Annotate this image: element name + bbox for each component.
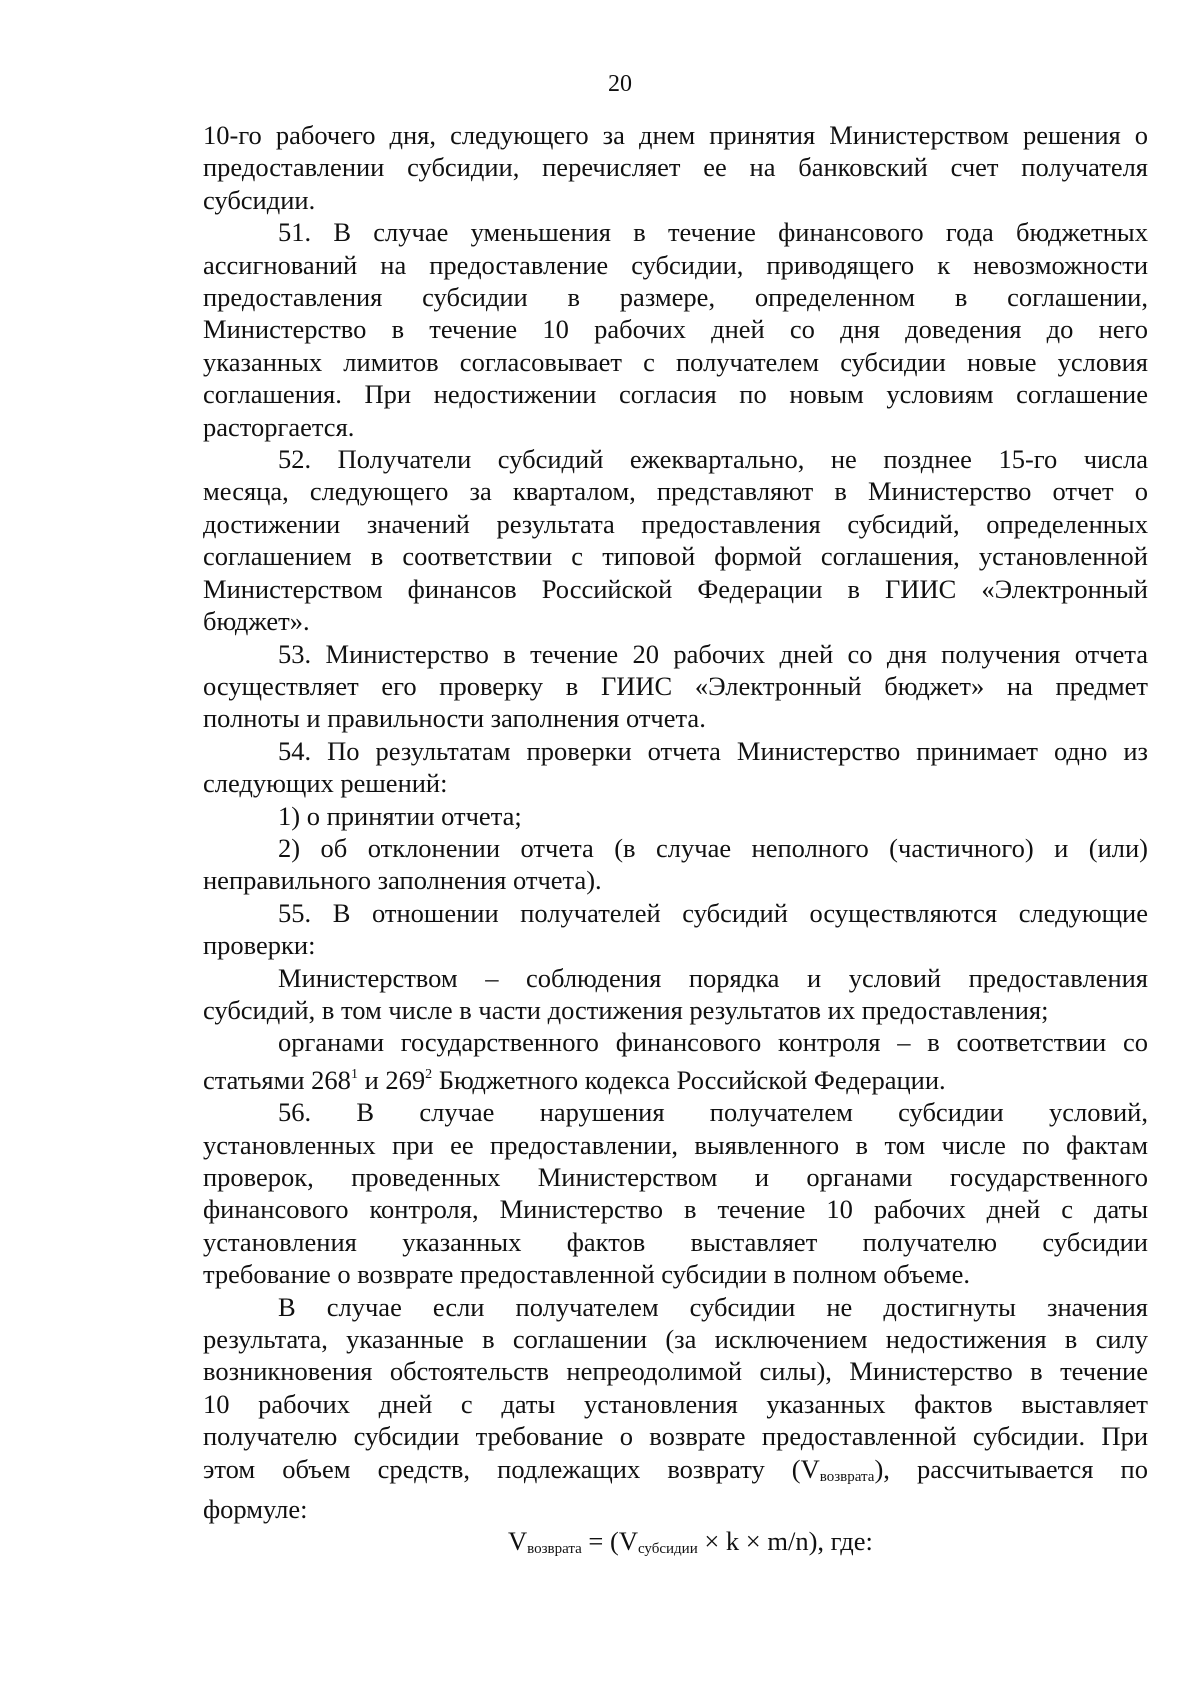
text-line: указанных лимитов согласовывает с получателем субсидии новые условия <box>203 346 1148 377</box>
text-line: достижении значений результата предоставления субсидий, определенных <box>203 508 1148 539</box>
text-line: 55. В отношении получателей субсидий осуществляются следующие <box>278 897 1148 928</box>
text-line: Министерством – соблюдения порядка и условий предоставления <box>278 962 1148 993</box>
text-line: 51. В случае уменьшения в течение финансового года бюджетных <box>278 217 1148 248</box>
text-line: 10-го рабочего дня, следующего за днем принятия Министерством решения о <box>203 120 1148 150</box>
text-line: возникновения обстоятельств непреодолимой силы), Министерство в течение <box>203 1356 1148 1387</box>
text-line: Министерство в течение 10 рабочих дней со дня доведения до него <box>203 314 1148 345</box>
list-item: 2) об отклонении отчета (в случае неполного (частичного) и (или) <box>278 832 1148 863</box>
text-fragment: статьями 268 <box>203 1064 351 1095</box>
text-line: соглашения. При недостижении согласия по новым условиям соглашение <box>203 379 1148 410</box>
text-line: 52. Получатели субсидий ежеквартально, не позднее 15-го числа <box>278 444 1148 475</box>
formula-part: × k × m/n), где: <box>697 1526 873 1557</box>
text-line: субсидии. <box>203 184 316 215</box>
list-item: 1) о принятии отчета; <box>278 800 522 831</box>
text-line <box>203 1059 1148 1096</box>
text-line: 54. По результатам проверки отчета Министерство принимает одно из <box>278 735 1148 766</box>
text-line: 56. В случае нарушения получателем субсидии условий, <box>278 1097 1148 1128</box>
document-body <box>203 119 1148 1566</box>
text-line: соглашением в соответствии с типовой формой соглашения, установленной <box>203 541 1148 572</box>
superscript: 2 <box>425 1066 433 1082</box>
text-fragment: и 269 <box>357 1064 426 1095</box>
formula-symbol: V <box>508 1526 528 1557</box>
text-line: неправильного заполнения отчета). <box>203 865 602 896</box>
subscript: субсидии <box>637 1541 698 1558</box>
text-line: ассигнований на предоставление субсидии, приводящего к невозможности <box>203 249 1148 280</box>
text-line <box>203 1453 1148 1493</box>
text-line: установленных при ее предоставлении, выявленного в том числе по фактам <box>203 1129 1148 1160</box>
text-line: органами государственного финансового контроля – в соответствии со <box>278 1027 1148 1058</box>
text-line: установления указанных фактов выставляет получателю субсидии <box>203 1226 1148 1257</box>
page-number: 20 <box>608 71 632 97</box>
text-line: 10 рабочих дней с даты установления указанных фактов выставляет <box>203 1388 1148 1419</box>
superscript: 1 <box>350 1066 358 1082</box>
text-line: проверки: <box>203 930 316 961</box>
text-line: В случае если получателем субсидии не достигнуты значения <box>278 1291 1148 1322</box>
text-line: осуществляет его проверку в ГИИС «Электронный бюджет» на предмет <box>203 670 1148 701</box>
text-fragment: этом объем средств, подлежащих возврату (V <box>203 1453 820 1484</box>
text-line: расторгается. <box>203 411 355 442</box>
text-line: 53. Министерство в течение 20 рабочих дней со дня получения отчета <box>278 638 1148 669</box>
text-line: полноты и правильности заполнения отчета. <box>203 703 706 734</box>
subscript: возврата <box>527 1541 582 1558</box>
text-line: месяца, следующего за кварталом, представляют в Министерство отчет о <box>203 476 1148 507</box>
formula <box>203 1525 1148 1565</box>
text-line: результата, указанные в соглашении (за исключением недостижения в силу <box>203 1324 1148 1355</box>
text-line: предоставлении субсидии, перечисляет ее на банковский счет получателя <box>203 152 1148 183</box>
subscript: возврата <box>819 1468 875 1485</box>
text-line: требование о возврате предоставленной субсидии в полном объеме. <box>203 1259 970 1290</box>
text-line: предоставления субсидии в размере, определенном в соглашении, <box>203 282 1148 313</box>
text-line: Министерством финансов Российской Федерации в ГИИС «Электронный <box>203 573 1148 604</box>
text-line: субсидий, в том числе в части достижения результатов их предоставления; <box>203 994 1049 1025</box>
text-fragment: ), рассчитывается по <box>874 1453 1148 1484</box>
text-fragment: Бюджетного кодекса Российской Федерации. <box>432 1064 946 1095</box>
text-line: следующих решений: <box>203 768 448 799</box>
text-line: формуле: <box>203 1494 308 1525</box>
text-line: бюджет». <box>203 606 310 637</box>
text-line: проверок, проведенных Министерством и органами государственного <box>203 1162 1148 1192</box>
text-line: получателю субсидии требование о возврате предоставленной субсидии. При <box>203 1421 1148 1452</box>
text-line: финансового контроля, Министерство в течение 10 рабочих дней с даты <box>203 1194 1148 1225</box>
formula-part: = (V <box>581 1526 638 1557</box>
